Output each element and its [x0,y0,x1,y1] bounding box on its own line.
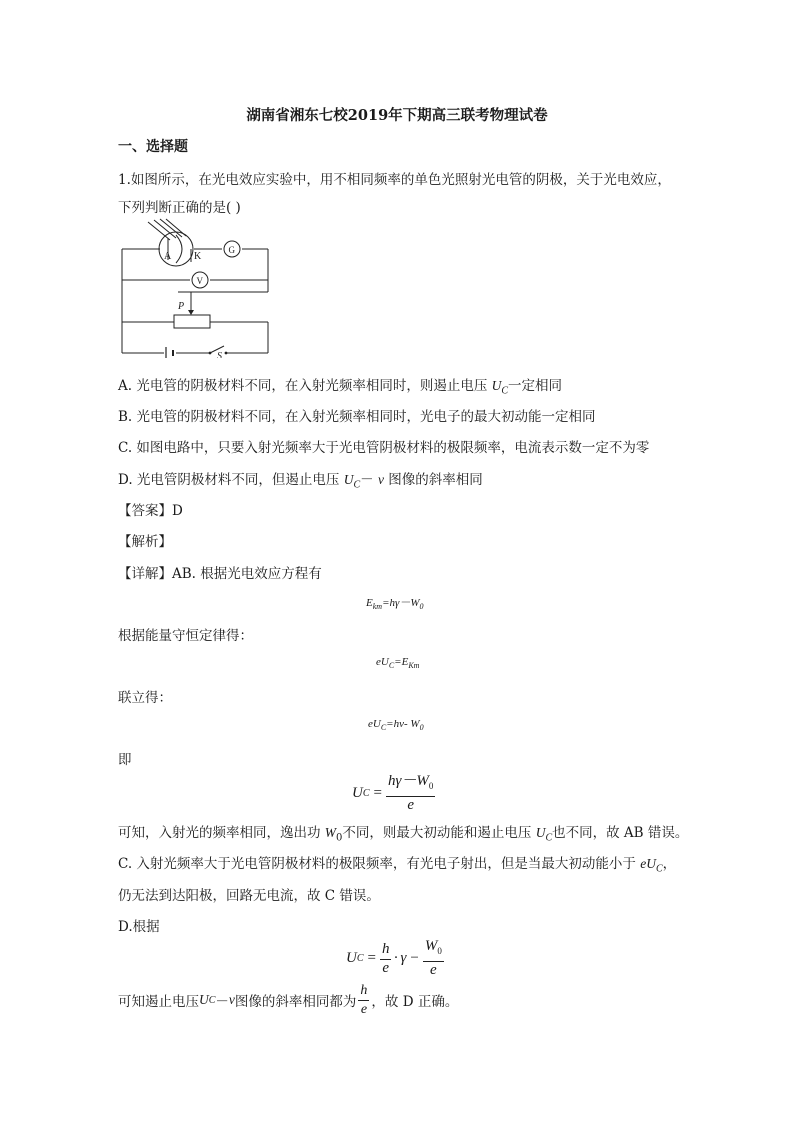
conclusion-ab: 可知，入射光的频率相同，逸出功 $W_0$不同，则最大初动能和遏止电压 $U_C$也不同，故 AB 错误。 [118,825,689,844]
equation-3: $eU_C=h\nu-$ $W_0$ [368,718,424,733]
anode-label: A [164,251,172,262]
analysis-heading: 【解析】 [118,534,172,550]
question-stem-line2: 下列判断正确的是( ) [118,200,241,216]
final-conclusion: 可知遏止电压 U C － ν 图像的斜率相同都为 $\frac{h}{e}$ ，故 D 正确。 [118,983,459,1017]
switch-label: S [217,351,222,358]
cathode-label: K [194,251,202,262]
answer-line: 【答案】D [118,503,183,519]
energy-conservation-line: 根据能量守恒定律得： [118,628,253,644]
galvanometer-label: G [228,245,235,255]
analysis-c-line1: C. 入射光频率大于光电管阴极材料的极限频率，有光电子射出，但是当最大初动能小于 $eU_C$， [118,856,677,875]
analysis-d-heading: D.根据 [118,919,160,935]
circuit-diagram [118,218,278,358]
option-c: C. 如图电路中，只要入射光频率大于光电管阴极材料的极限频率，电流表示数一定不为零 [118,440,650,456]
section-heading: 一、选择题 [118,139,188,155]
ji-line: 即 [118,752,132,768]
voltmeter-label: V [196,276,203,286]
question-stem-line1: 1.如图所示，在光电效应实验中，用不相同频率的单色光照射光电管的阴极，关于光电效应， [118,172,671,188]
option-b: B. 光电管的阴极材料不同，在入射光频率相同时，光电子的最大初动能一定相同 [118,409,596,425]
page-title: 湖南省湘东七校2019年下期高三联考物理试卷 [246,107,548,124]
option-a: A. 光电管的阴极材料不同，在入射光频率相同时，则遏止电压 $U_C$一定相同 [118,378,563,397]
detail-line: 【详解】AB. 根据光电效应方程有 [118,566,322,582]
combine-line: 联立得： [118,690,172,706]
option-d: D. 光电管阴极材料不同，但遏止电压 $U_C- \nu$ 图像的斜率相同 [118,472,483,491]
equation-2: $eU_C=E_{Km}$ [376,656,420,671]
slider-label: P [178,301,185,312]
analysis-c-line2: 仍无法到达阳极，回路无电流，故 C 错误。 [118,888,380,904]
fraction-equation-1: U C = $\frac{h\gamma-W_0}{e}$ [352,773,434,813]
equation-1: $E_{km}=h\gamma-W_0$ [366,597,424,612]
fraction-equation-2: U C = $\frac{h}{e}$ · γ − $\frac{W_0}{e}$ [346,938,442,978]
